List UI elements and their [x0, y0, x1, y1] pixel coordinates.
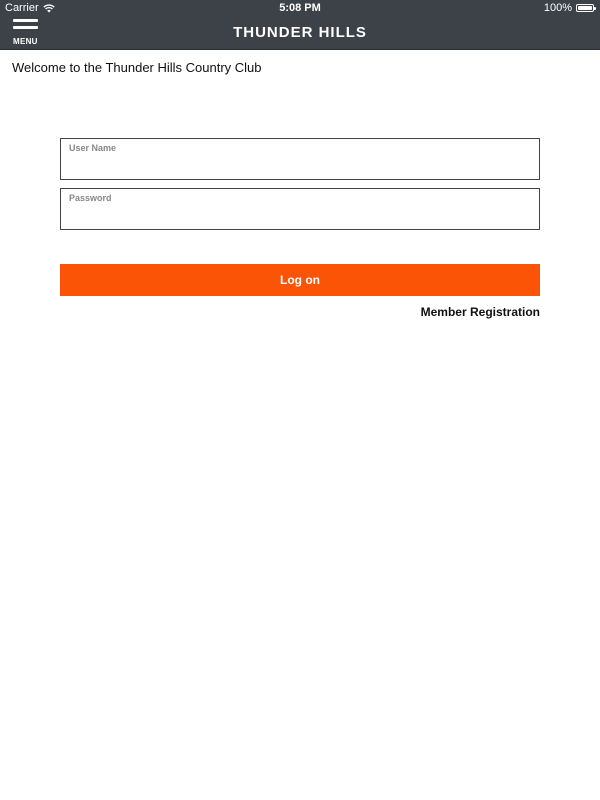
status-bar: [0, 0, 600, 16]
battery-icon: [576, 4, 594, 12]
username-field[interactable]: [60, 138, 540, 180]
username-label: User Name: [69, 143, 117, 153]
battery-percent: 100%: [543, 2, 572, 14]
status-battery: [544, 2, 594, 14]
log-on-button[interactable]: Log on: [60, 264, 540, 296]
password-input[interactable]: [69, 207, 529, 225]
username-input[interactable]: [69, 157, 529, 175]
carrier-label: Carrier: [5, 2, 39, 14]
status-time: 5:08 PM: [279, 2, 321, 14]
menu-label: MENU: [13, 37, 38, 46]
password-label: Password: [69, 193, 112, 203]
page-title: THUNDER HILLS: [233, 24, 367, 41]
welcome-text: Welcome to the Thunder Hills Country Club: [12, 60, 262, 75]
password-field[interactable]: [60, 188, 540, 230]
top-bar: [0, 0, 600, 50]
hamburger-menu-icon: [13, 19, 38, 22]
member-registration-link[interactable]: Member Registration: [420, 305, 540, 319]
